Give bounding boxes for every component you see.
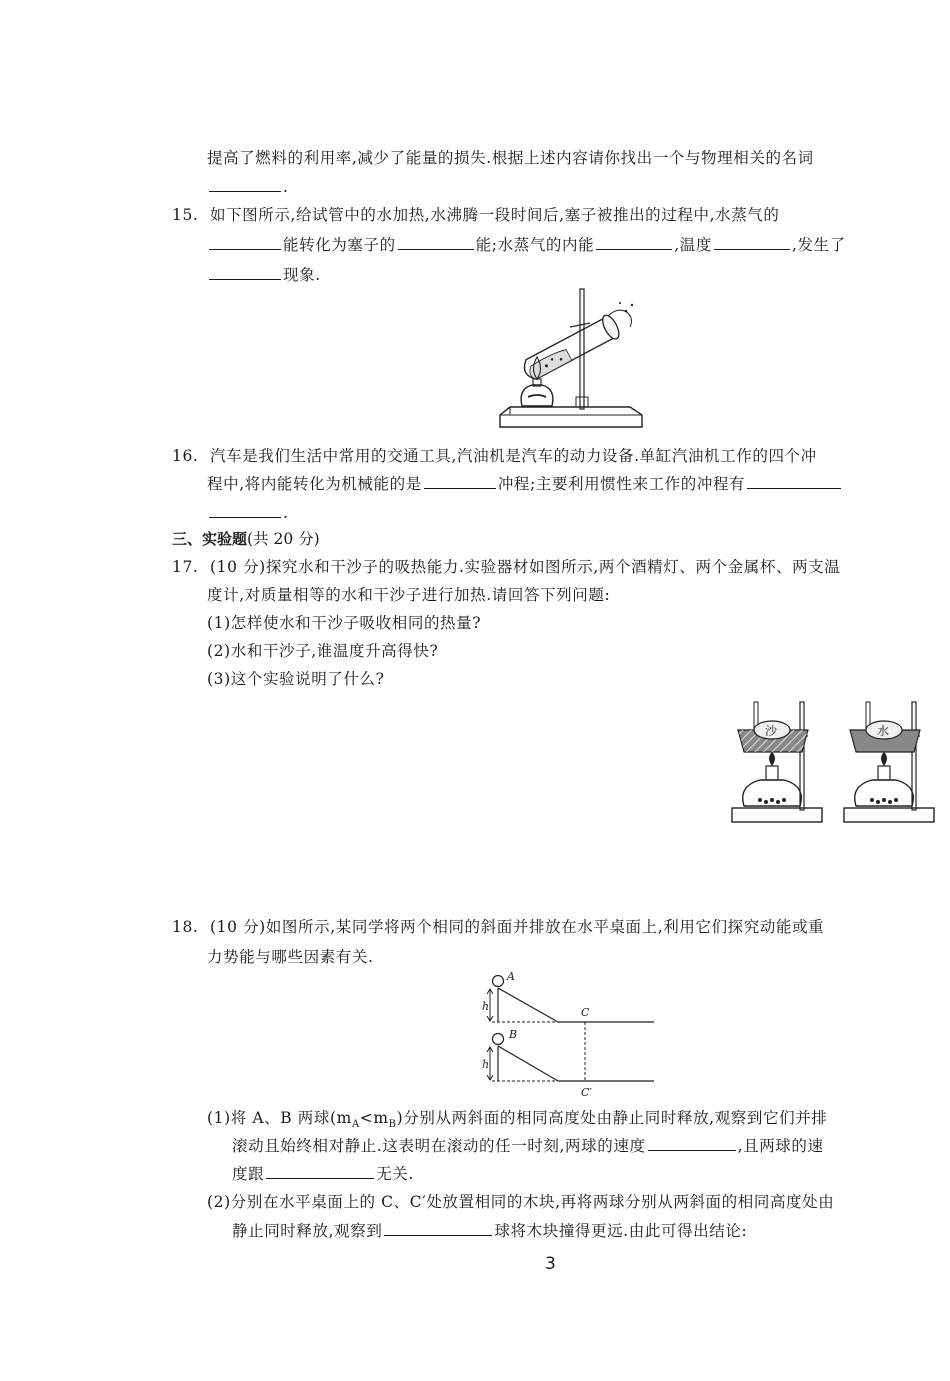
label-a: A [507, 970, 515, 983]
q17-sub-1: (1)怎样使水和干沙子吸收相同的热量? [207, 614, 482, 632]
label-h-lower: h [482, 1058, 490, 1071]
q16-line-1 [172, 444, 817, 466]
answer-blank[interactable] [266, 1163, 374, 1179]
label-c: C [581, 1006, 590, 1019]
q17-number: 17. [172, 558, 199, 576]
q18-sub-1-line-2: 滚动且始终相对静止.这表明在滚动的任一时刻,两球的速度 ,且两球的速 [232, 1137, 824, 1155]
answer-blank[interactable] [209, 264, 281, 280]
answer-blank[interactable] [424, 473, 496, 489]
answer-blank[interactable] [648, 1135, 736, 1151]
q18-sub-2-line-2: 静止同时释放,观察到 球将木块撞得更远.由此可得出结论: [232, 1222, 748, 1240]
answer-blank[interactable] [209, 234, 281, 250]
q16-number: 16. [172, 447, 199, 465]
q16-line-3: . [207, 502, 289, 522]
intro-line-1: 提高了燃料的利用率,减少了能量的损失.根据上述内容请你找出一个与物理相关的名词 [207, 149, 814, 167]
answer-blank[interactable] [747, 473, 841, 489]
q16-line-2: 程中,将内能转化为机械能的是 冲程;主要利用惯性来工作的冲程有 [207, 472, 843, 494]
q17-sub-3: (3)这个实验说明了什么? [207, 670, 385, 688]
section-heading: 三、实验题(共 20 分) [172, 530, 320, 548]
label-h-upper: h [482, 1000, 490, 1013]
q18-sub-1-line-3: 度跟 无关. [232, 1165, 414, 1183]
q16-text: 汽车是我们生活中常用的交通工具,汽油机是汽车的动力设备.单缸汽油机工作的四个冲 [209, 447, 817, 465]
water-label: 水 [877, 724, 890, 738]
page-number: 3 [545, 1254, 556, 1274]
label-c-prime: C′ [581, 1086, 592, 1099]
q15-text: 如下图所示,给试管中的水加热,水沸腾一段时间后,塞子被推出的过程中,水蒸气的 [209, 206, 780, 224]
intro-line-2: . [207, 176, 289, 196]
q17-sub-2: (2)水和干沙子,谁温度升高得快? [207, 642, 439, 660]
sand-water-heating-figure [730, 700, 940, 825]
q18-sub-2-line-1: (2)分别在水平桌面上的 C、C′处放置相同的木块,再将两球分别从两斜面的相同高度处由 [207, 1193, 835, 1211]
q18-line-1 [172, 915, 824, 937]
q15-line-2: 能转化为塞子的 能;水蒸气的内能 ,温度 ,发生了 [207, 233, 846, 255]
q18-sub-1-line-1: (1)将 A、B 两球$(m_A<m_B)$分别从两斜面的相同高度处由静止同时释放,观察到它们并排 [207, 1109, 828, 1131]
q17-text: (10 分)探究水和干沙子的吸热能力.实验器材如图所示,两个酒精灯、两个金属杯、两支温 [209, 558, 841, 576]
q18-line-2: 力势能与哪些因素有关. [207, 948, 374, 966]
sand-label: 沙 [765, 724, 778, 738]
q17-line-2: 度计,对质量相等的水和干沙子进行加热.请回答下列问题: [207, 586, 611, 604]
answer-blank[interactable] [384, 1220, 492, 1236]
answer-blank[interactable] [596, 234, 672, 250]
test-tube-apparatus-figure [490, 285, 650, 435]
label-b: B [509, 1028, 518, 1041]
answer-blank[interactable] [398, 234, 474, 250]
inclines-figure [478, 968, 658, 1103]
q18-number: 18. [172, 918, 199, 936]
answer-blank[interactable] [714, 234, 790, 250]
q18-text: (10 分)如图所示,某同学将两个相同的斜面并排放在水平桌面上,利用它们探究动能或重 [209, 918, 825, 936]
q15-number: 15. [172, 206, 199, 224]
q15-line-3: 现象. [207, 263, 321, 285]
answer-blank[interactable] [209, 502, 281, 518]
q15-line-1 [172, 203, 780, 225]
q17-line-1 [172, 555, 840, 577]
answer-blank[interactable] [209, 176, 281, 192]
